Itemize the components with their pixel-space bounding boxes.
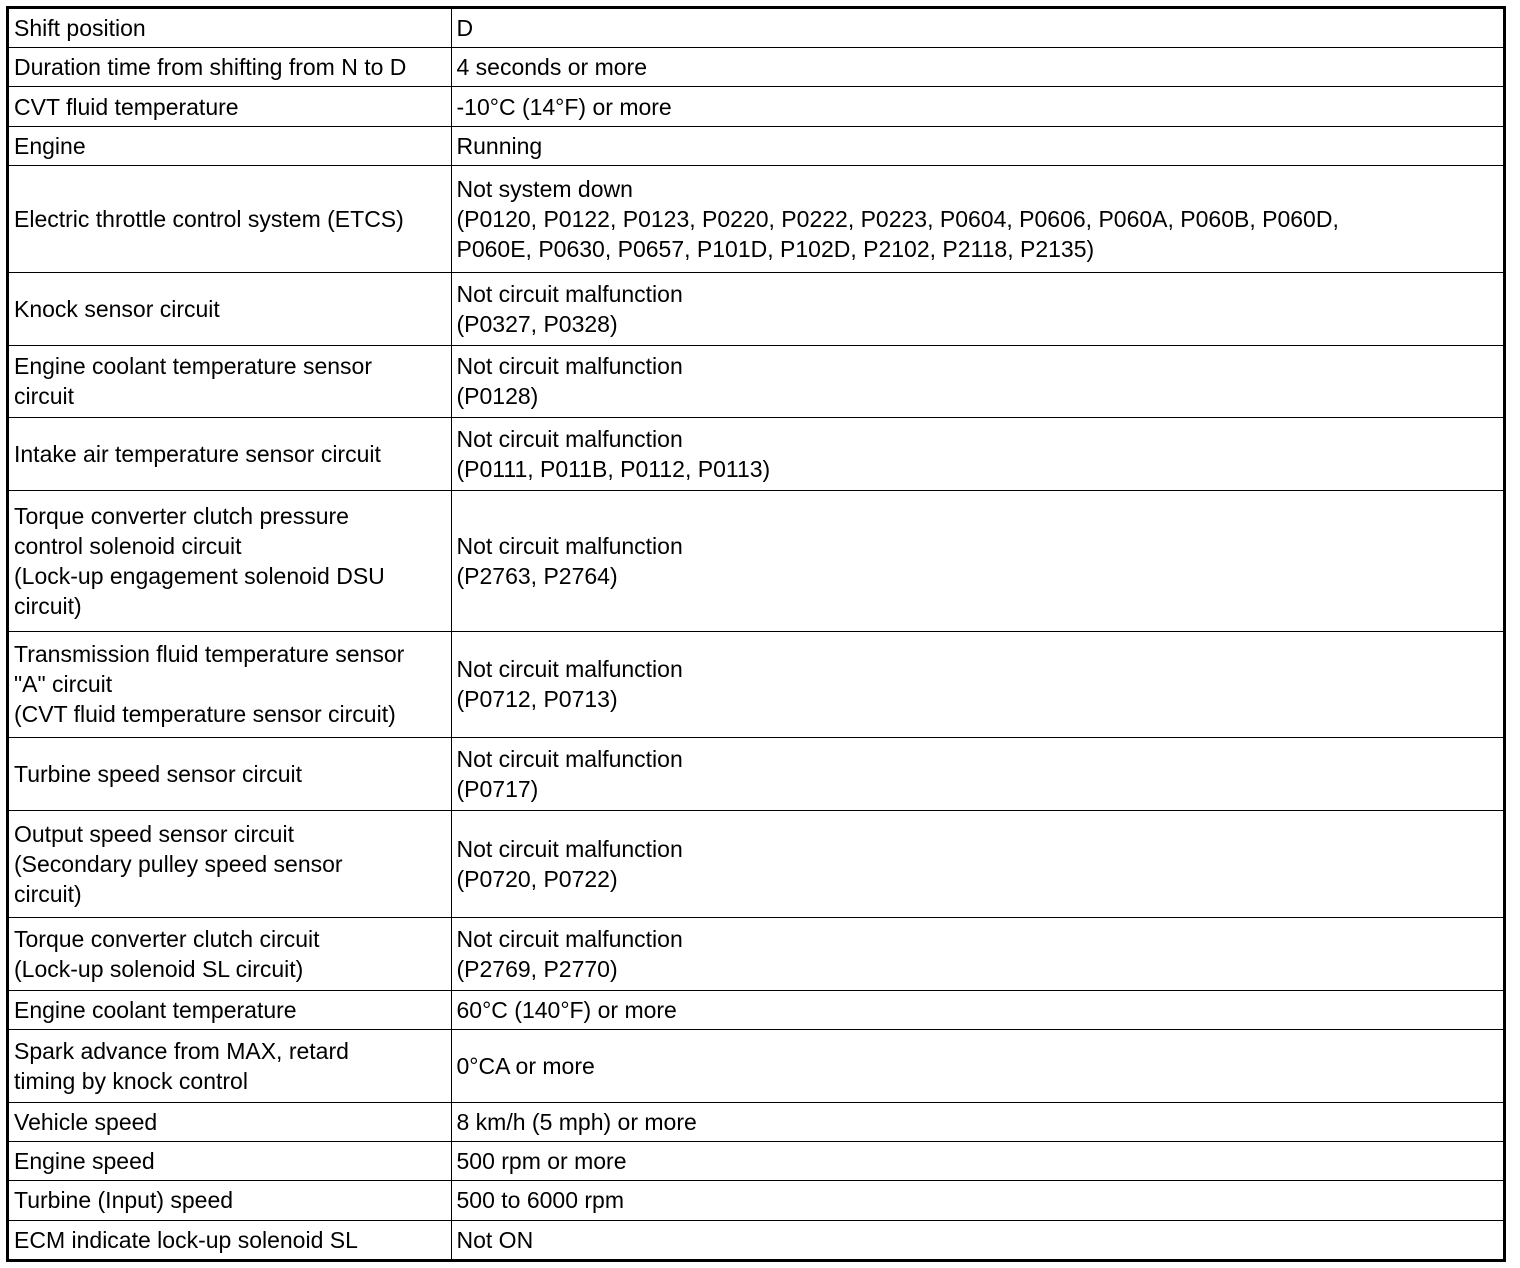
condition-value-line: 8 km/h (5 mph) or more <box>456 1108 697 1135</box>
table-row <box>9 1029 1503 1102</box>
condition-value-cell <box>451 811 1503 918</box>
condition-value-line: Running <box>456 132 543 159</box>
conditions-sheet <box>6 6 1506 1262</box>
table-row <box>9 1181 1503 1220</box>
table-row <box>9 1220 1503 1259</box>
condition-item-line: CVT fluid temperature <box>14 93 239 120</box>
condition-value-line: Not circuit malfunction <box>456 426 683 453</box>
condition-value-cell <box>451 345 1503 418</box>
table-row <box>9 418 1503 491</box>
condition-item-line: Turbine speed sensor circuit <box>14 761 303 788</box>
condition-item-cell <box>9 1220 451 1259</box>
condition-value-line: 500 to 6000 rpm <box>456 1187 625 1214</box>
condition-item-cell <box>9 738 451 811</box>
condition-item-line: circuit) <box>14 592 82 619</box>
table-row <box>9 9 1503 48</box>
table-row <box>9 126 1503 165</box>
condition-value-cell <box>451 1029 1503 1102</box>
condition-item-line: Torque converter clutch pressure <box>14 502 349 529</box>
condition-value-line: (P0712, P0713) <box>456 686 618 713</box>
condition-item-cell <box>9 811 451 918</box>
condition-value-line: (P0111, P011B, P0112, P0113) <box>456 456 771 483</box>
condition-item-line: Output speed sensor circuit <box>14 820 294 847</box>
condition-value-cell <box>451 990 1503 1029</box>
table-row <box>9 990 1503 1029</box>
conditions-table-body <box>9 9 1503 1259</box>
condition-value-line: Not circuit malfunction <box>456 925 683 952</box>
condition-item-line: (CVT fluid temperature sensor circuit) <box>14 701 396 728</box>
condition-item-line: Torque converter clutch circuit <box>14 925 320 952</box>
table-row <box>9 811 1503 918</box>
condition-item-line: Electric throttle control system (ETCS) <box>14 205 404 232</box>
condition-item-line: circuit) <box>14 880 82 907</box>
table-row <box>9 491 1503 631</box>
table-row <box>9 272 1503 345</box>
condition-item-line: Engine coolant temperature <box>14 996 297 1023</box>
condition-value-line: (P0327, P0328) <box>456 310 618 337</box>
condition-item-cell <box>9 48 451 87</box>
condition-value-line: (P2763, P2764) <box>456 562 618 589</box>
condition-item-line: Engine speed <box>14 1148 155 1175</box>
condition-item-line: circuit <box>14 383 75 410</box>
condition-item-line: (Lock-up solenoid SL circuit) <box>14 955 304 982</box>
condition-item-line: (Lock-up engagement solenoid DSU <box>14 562 385 589</box>
conditions-table <box>9 9 1503 1259</box>
condition-value-cell <box>451 87 1503 126</box>
condition-item-line: control solenoid circuit <box>14 532 242 559</box>
condition-value-line: Not circuit malfunction <box>456 835 683 862</box>
condition-value-cell <box>451 917 1503 990</box>
table-row <box>9 87 1503 126</box>
condition-item-cell <box>9 1029 451 1102</box>
condition-item-line: "A" circuit <box>14 671 113 698</box>
condition-item-cell <box>9 87 451 126</box>
table-row <box>9 48 1503 87</box>
condition-item-line: Transmission fluid temperature sensor <box>14 641 405 668</box>
table-row <box>9 917 1503 990</box>
condition-value-line: P060E, P0630, P0657, P101D, P102D, P2102, P2118, P2135) <box>456 235 1095 262</box>
condition-item-line: Spark advance from MAX, retard <box>14 1037 349 1064</box>
condition-item-cell <box>9 272 451 345</box>
table-row <box>9 738 1503 811</box>
condition-value-line: 4 seconds or more <box>456 54 647 81</box>
condition-item-cell <box>9 345 451 418</box>
condition-item-cell <box>9 166 451 273</box>
condition-item-cell <box>9 990 451 1029</box>
condition-item-line: Shift position <box>14 15 146 42</box>
condition-item-cell <box>9 1102 451 1141</box>
condition-value-cell <box>451 491 1503 631</box>
condition-value-line: (P0717) <box>456 776 539 803</box>
table-row <box>9 1102 1503 1141</box>
condition-value-line: (P0720, P0722) <box>456 865 618 892</box>
condition-item-line: Duration time from shifting from N to D <box>14 54 407 81</box>
condition-value-cell <box>451 1102 1503 1141</box>
condition-value-line: 500 rpm or more <box>456 1148 627 1175</box>
condition-value-line: (P2769, P2770) <box>456 955 618 982</box>
condition-value-cell <box>451 48 1503 87</box>
condition-item-line: (Secondary pulley speed sensor <box>14 850 343 877</box>
condition-value-cell <box>451 9 1503 48</box>
condition-item-cell <box>9 9 451 48</box>
condition-value-line: D <box>456 15 474 42</box>
table-row <box>9 1142 1503 1181</box>
condition-value-cell <box>451 631 1503 738</box>
condition-value-cell <box>451 1220 1503 1259</box>
condition-item-cell <box>9 1142 451 1181</box>
condition-value-line: Not ON <box>456 1226 534 1253</box>
condition-value-line: Not circuit malfunction <box>456 746 683 773</box>
condition-value-line: Not circuit malfunction <box>456 532 683 559</box>
condition-value-cell <box>451 272 1503 345</box>
condition-value-line: (P0128) <box>456 383 539 410</box>
condition-value-line: 0°CA or more <box>456 1052 595 1079</box>
condition-item-line: Engine coolant temperature sensor <box>14 353 372 380</box>
condition-value-cell <box>451 1142 1503 1181</box>
condition-item-cell <box>9 631 451 738</box>
condition-value-line: Not system down <box>456 175 633 202</box>
condition-item-cell <box>9 1181 451 1220</box>
condition-item-line: Turbine (Input) speed <box>14 1187 234 1214</box>
condition-value-line: Not circuit malfunction <box>456 656 683 683</box>
condition-item-line: Engine <box>14 132 86 159</box>
condition-value-cell <box>451 1181 1503 1220</box>
condition-value-line: 60°C (140°F) or more <box>456 996 677 1023</box>
condition-item-line: Knock sensor circuit <box>14 295 220 322</box>
condition-value-line: -10°C (14°F) or more <box>456 93 672 120</box>
condition-value-cell <box>451 418 1503 491</box>
condition-value-cell <box>451 166 1503 273</box>
table-row <box>9 631 1503 738</box>
condition-value-line: Not circuit malfunction <box>456 353 683 380</box>
condition-value-cell <box>451 738 1503 811</box>
condition-item-cell <box>9 126 451 165</box>
condition-item-line: Intake air temperature sensor circuit <box>14 441 381 468</box>
condition-value-line: Not circuit malfunction <box>456 280 683 307</box>
condition-item-cell <box>9 491 451 631</box>
condition-item-line: timing by knock control <box>14 1067 248 1094</box>
table-row <box>9 345 1503 418</box>
condition-item-line: Vehicle speed <box>14 1108 158 1135</box>
condition-item-cell <box>9 917 451 990</box>
condition-item-cell <box>9 418 451 491</box>
condition-value-line: (P0120, P0122, P0123, P0220, P0222, P0223, P0604, P0606, P060A, P060B, P060D, <box>456 205 1339 232</box>
table-row <box>9 166 1503 273</box>
condition-item-line: ECM indicate lock-up solenoid SL <box>14 1226 358 1253</box>
condition-value-cell <box>451 126 1503 165</box>
